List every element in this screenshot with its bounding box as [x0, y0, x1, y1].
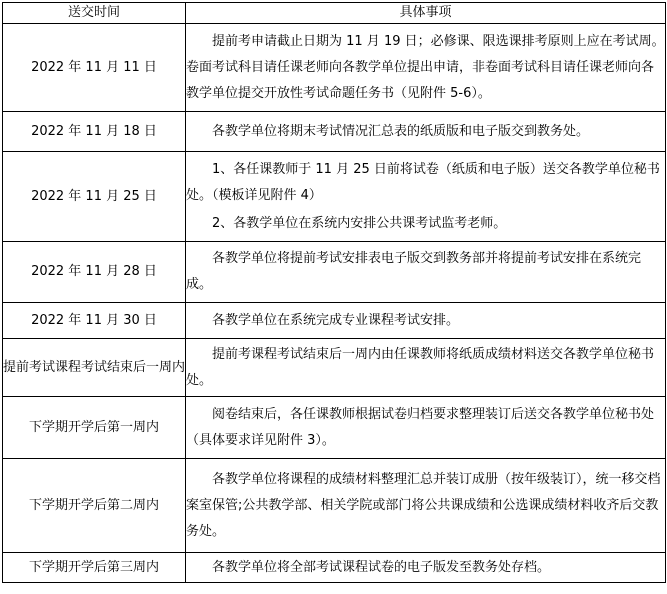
row-time: 下学期开学后第三周内	[3, 553, 186, 583]
row-items	[186, 303, 666, 339]
row-time: 提前考试课程考试结束后一周内	[3, 339, 186, 397]
header-time: 送交时间	[3, 3, 186, 24]
header-items: 具体事项	[186, 3, 666, 24]
row-time: 2022 年 11 月 28 日	[3, 242, 186, 303]
row-items	[186, 112, 666, 152]
header-row	[3, 3, 666, 24]
row-time: 2022 年 11 月 18 日	[3, 112, 186, 152]
row-items	[186, 459, 666, 553]
table-row	[3, 112, 666, 152]
row-items	[186, 553, 666, 583]
row-item-text: 阅卷结束后，各任课教师根据试卷归档要求整理装订后送交各教学单位秘书处（具体要求详见附件 3）。	[186, 406, 655, 448]
row-items	[186, 24, 666, 112]
row-time: 下学期开学后第一周内	[3, 397, 186, 459]
table-row	[3, 24, 666, 112]
row-items	[186, 339, 666, 397]
table-row	[3, 397, 666, 459]
row-item-text: 各教学单位将期末考试情况汇总表的纸质版和电子版交到教务处。	[212, 123, 590, 139]
table-row	[3, 459, 666, 553]
schedule-table	[2, 2, 666, 583]
row-item-text: 各教学单位将课程的成绩材料整理汇总并装订成册（按年级装订），统一移交档案室保管;公共教学部、相关学院或部门将公共课成绩和公选课成绩材料收齐后交教务处。	[186, 471, 661, 539]
row-item-text: 各教学单位在系统完成专业课程考试安排。	[212, 312, 460, 328]
row-items	[186, 397, 666, 459]
row-item-text: 提前考申请截止日期为 11 月 19 日；必修课、限选课排考原则上应在考试周。卷面考试科目请任课老师向各教学单位提出申请，非卷面考试科目请任课老师向各教学单位提交开放性考试命题任务书（见附件 5-6）。	[186, 33, 665, 101]
row-time: 2022 年 11 月 11 日	[3, 24, 186, 112]
row-time: 2022 年 11 月 25 日	[3, 152, 186, 242]
row-item-text: 2、各教学单位在系统内安排公共课考试监考老师。	[212, 215, 507, 231]
table-row	[3, 242, 666, 303]
row-item-text: 各教学单位将提前考试安排表电子版交到教务部并将提前考试安排在系统完成。	[186, 251, 642, 292]
table-row	[3, 152, 666, 242]
row-item-text: 提前考课程考试结束后一周内由任课教师将纸质成绩材料送交各教学单位秘书处。	[186, 346, 655, 388]
table-row	[3, 303, 666, 339]
table-row	[3, 553, 666, 583]
row-time: 2022 年 11 月 30 日	[3, 303, 186, 339]
row-items	[186, 242, 666, 303]
table-row	[3, 339, 666, 397]
row-item-text: 各教学单位将全部考试课程试卷的电子版发至教务处存档。	[212, 559, 551, 575]
row-item-text: 1、各任课教师于 11 月 25 日前将试卷（纸质和电子版）送交各教学单位秘书处。（模板详见附件 4）	[186, 161, 660, 203]
row-items	[186, 152, 666, 242]
row-time: 下学期开学后第二周内	[3, 459, 186, 553]
